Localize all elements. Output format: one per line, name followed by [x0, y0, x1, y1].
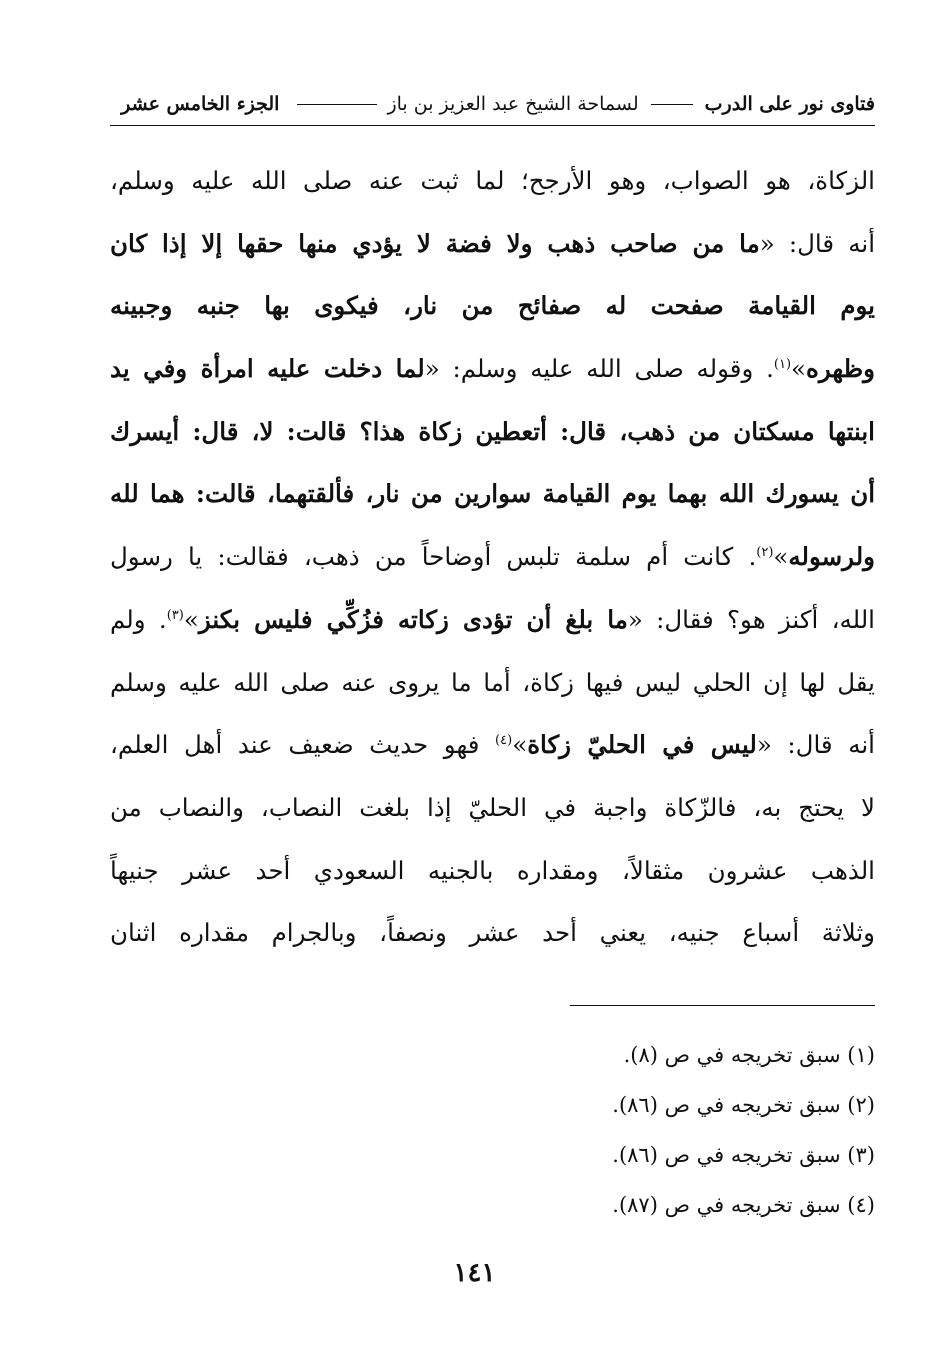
header-dash [651, 104, 693, 105]
text-run: الذهب عشرون مثقالاً، ومقداره بالجنيه السعودي أحد عشر جنيهاً [110, 855, 875, 885]
hadith-quote: وظهره [806, 354, 875, 384]
text-run: » [773, 542, 789, 572]
text-run: أنه قال: « [756, 730, 875, 760]
hadith-quote: ما من صاحب ذهب ولا فضة لا يؤدي منها حقها إلا إذا كان [110, 228, 760, 258]
text-run: لا يحتج به، فالزّكاة واجبة في الحليّ إذا بلغت النصاب، والنصاب من [110, 792, 875, 822]
footnote-2: (٢) سبق تخريجه في ص (٨٦). [612, 1093, 875, 1117]
text-run: . ولم [110, 604, 167, 634]
book-title: فتاوى نور على الدرب [704, 93, 875, 115]
text-run: . كانت أم سلمة تلبس أوضاحاً من ذهب، فقالت: يا رسول [110, 542, 757, 572]
text-line [110, 338, 875, 401]
text-line [110, 526, 875, 589]
footnote-4: (٤) سبق تخريجه في ص (٨٧). [612, 1193, 875, 1217]
footnote-ref: (١) [773, 356, 792, 372]
text-line [110, 714, 875, 777]
body-text [110, 150, 875, 965]
hadith-quote: ابنتها مسكتان من ذهب، قال: أتعطين زكاة هذا؟ قالت: لا، قال: أيسرك [110, 416, 875, 446]
text-run: يقل لها إن الحلي ليس فيها زكاة، أما ما يروى عنه صلى الله عليه وسلم [110, 667, 875, 697]
text-line [110, 777, 875, 840]
text-run: الزكاة، هو الصواب، وهو الأرجح؛ لما ثبت عنه صلى الله عليه وسلم، [110, 166, 875, 195]
footnote-ref: (٢) [756, 544, 774, 560]
footnote-ref: (٤) [495, 733, 513, 749]
volume-label: الجزء الخامس عشر [121, 93, 280, 115]
text-line [110, 589, 875, 652]
text-line [110, 213, 875, 276]
hadith-quote: ولرسوله [788, 542, 875, 572]
hadith-quote: ما بلغ أن تؤدى زكاته فزُكِّي فليس بكنز [198, 604, 628, 634]
text-line [110, 840, 875, 903]
text-run: الله، أكنز هو؟ فقال: « [627, 604, 875, 634]
text-line [110, 150, 875, 213]
header-subtitle: لسماحة الشيخ عبد العزيز بن باز [387, 93, 639, 115]
text-run: » [512, 730, 528, 760]
footnote-divider [570, 1005, 875, 1006]
running-header [110, 84, 875, 124]
footnotes [470, 1030, 875, 1230]
text-line [110, 902, 875, 965]
hadith-quote: لما دخلت عليه امرأة وفي يد [110, 354, 425, 384]
text-run: أنه قال: « [759, 228, 875, 258]
text-run: . وقوله صلى الله عليه وسلم: « [424, 354, 774, 384]
text-line [110, 275, 875, 338]
hadith-quote: يوم القيامة صفحت له صفائح من نار، فيكوى بها جنبه وجبينه [110, 291, 875, 321]
text-run: » [183, 604, 199, 634]
hadith-quote: أن يسورك الله بهما يوم القيامة سوارين من نار، فألقتهما، قالت: هما لله [110, 479, 875, 509]
footnote-ref: (٣) [166, 607, 184, 623]
hadith-quote: ليس في الحليّ زكاة [527, 730, 757, 760]
text-line [110, 463, 875, 526]
header-rule [297, 104, 377, 105]
text-line [110, 652, 875, 715]
footnote-1: (١) سبق تخريجه في ص (٨). [623, 1043, 875, 1067]
header-divider [110, 125, 875, 126]
text-run: » [791, 354, 807, 384]
footnote-3: (٣) سبق تخريجه في ص (٨٦). [612, 1143, 875, 1167]
text-run: فهو حديث ضعيف عند أهل العلم، [110, 730, 496, 760]
text-run: وثلاثة أسباع جنيه، يعني أحد عشر ونصفاً، وبالجرام مقداره اثنان [110, 918, 875, 948]
page-number: ١٤١ [453, 1258, 496, 1288]
text-line [110, 401, 875, 464]
